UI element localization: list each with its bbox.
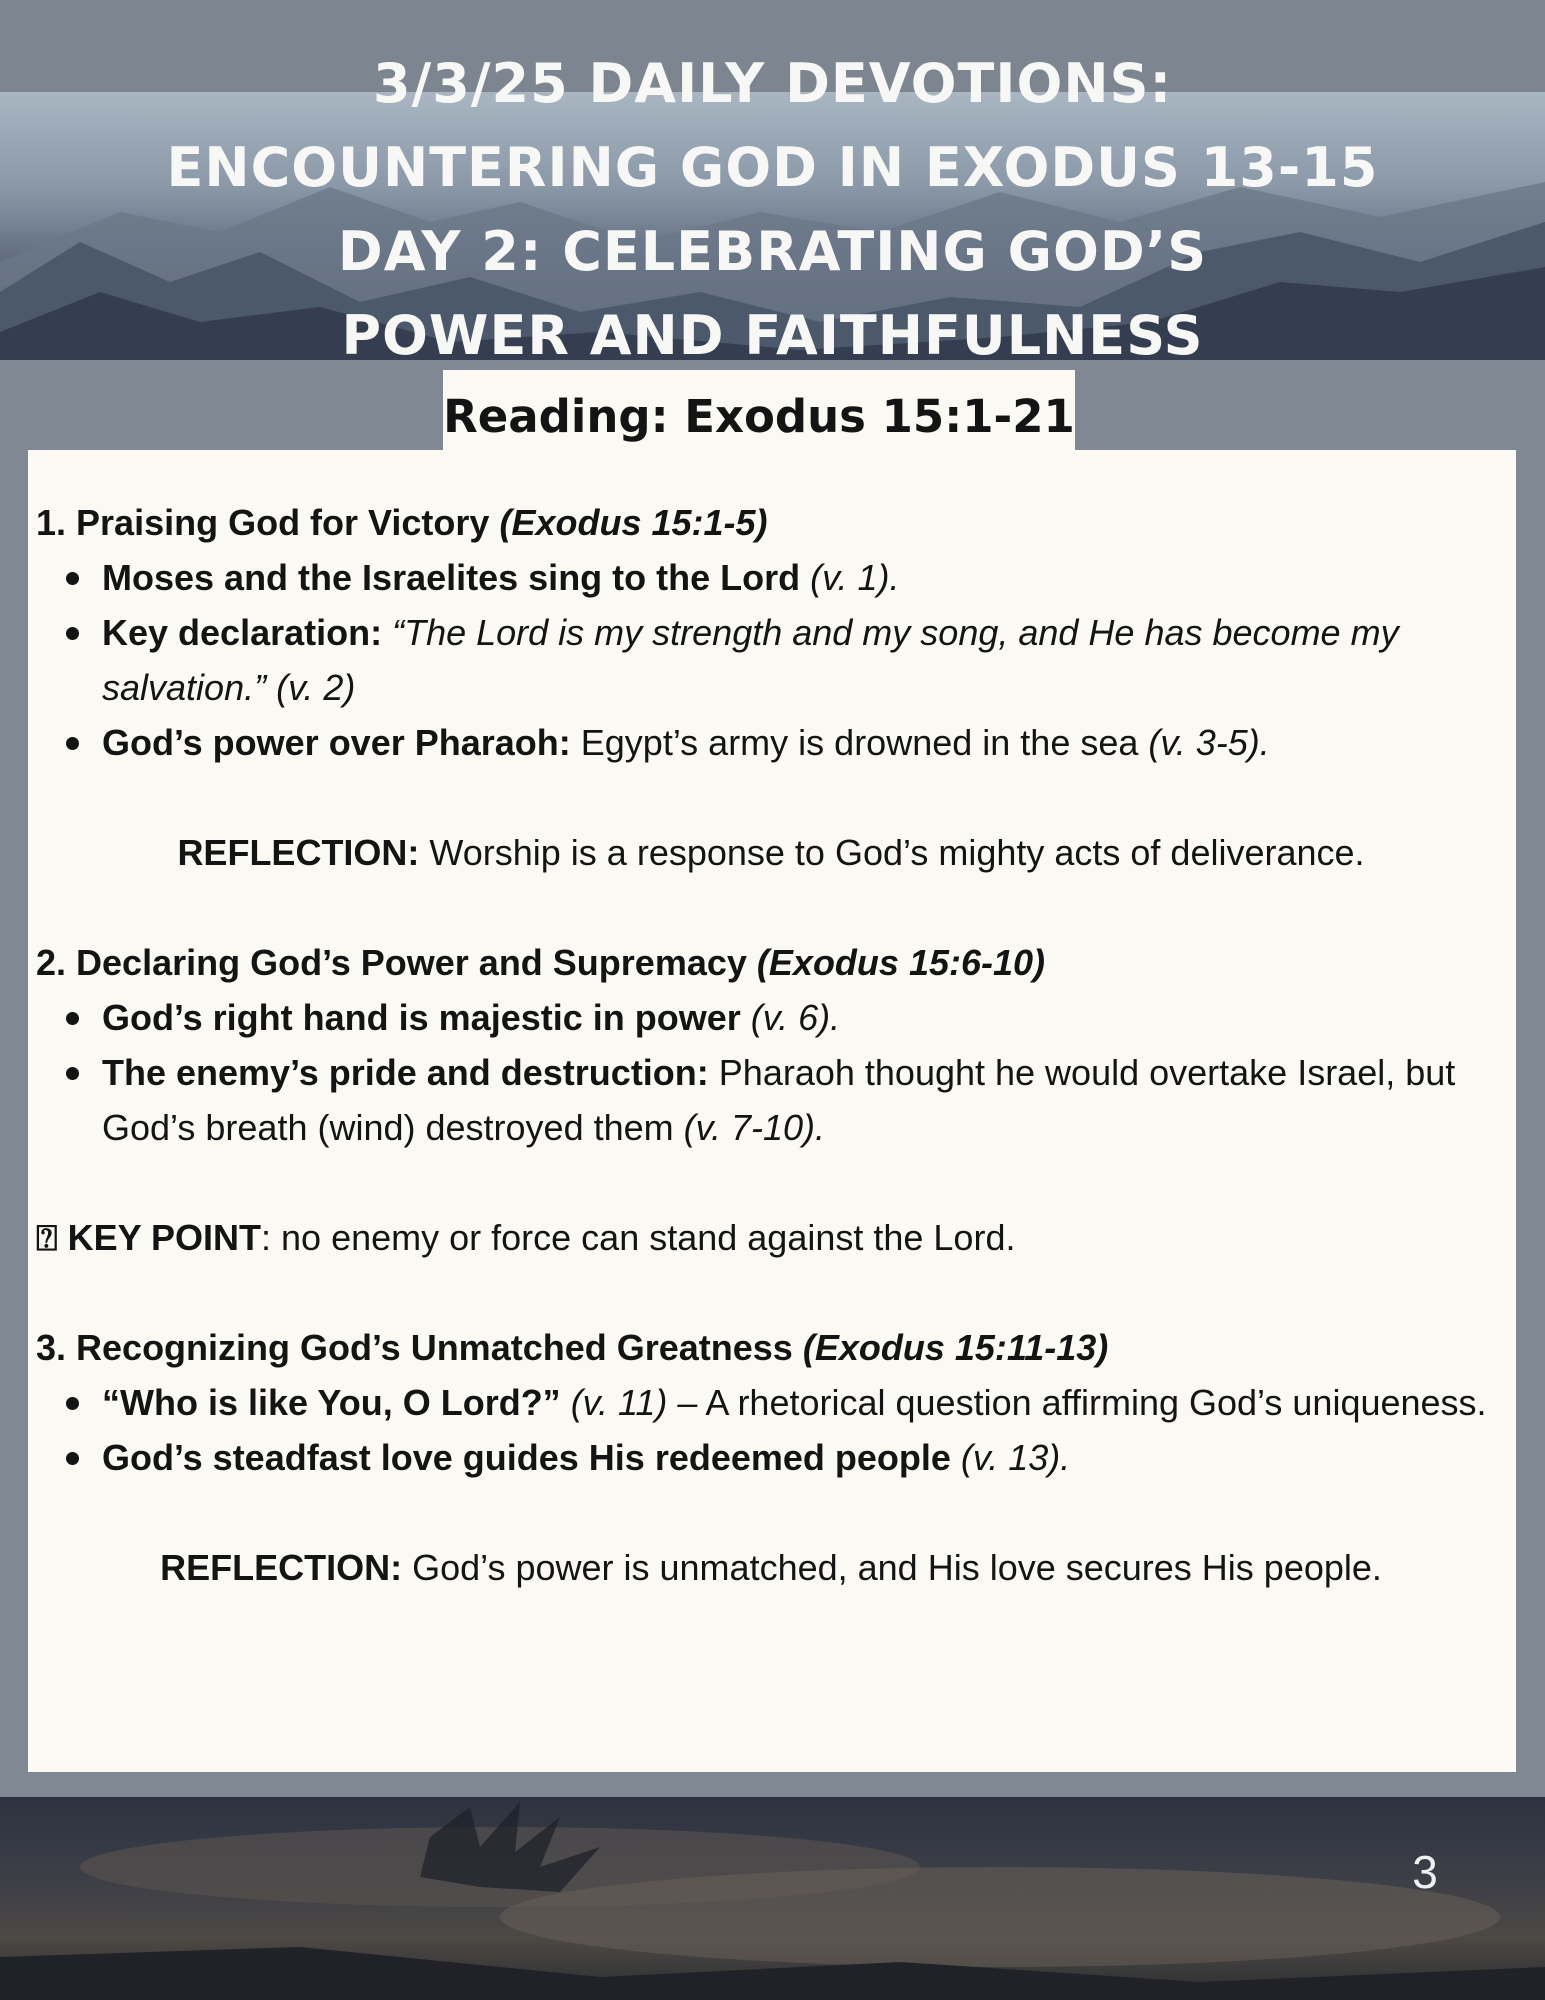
section-heading: 2. Declaring God’s Power and Supremacy (Exodus 15:6-10)	[36, 942, 1046, 983]
title-line: DAY 2: CELEBRATING GOD’S	[337, 220, 1208, 283]
list-item: Key declaration: “The Lord is my strength and my song, and He has become my salvation.” (v. 2)	[102, 605, 1506, 715]
list-item: God’s power over Pharaoh: Egypt’s army is drowned in the sea (v. 3-5).	[102, 715, 1506, 770]
section-heading: 1. Praising God for Victory (Exodus 15:1-5)	[36, 502, 768, 543]
content-panel	[28, 450, 1516, 1772]
reading-label: Reading: Exodus 15:1-21	[443, 390, 1075, 443]
reflection: REFLECTION: Worship is a response to God’s mighty acts of deliverance.	[177, 832, 1365, 873]
devotion-text	[36, 495, 1506, 1595]
reflection: REFLECTION: God’s power is unmatched, and His love secures His people.	[160, 1547, 1382, 1588]
page-title	[0, 42, 1545, 378]
key-point-icon: ⍰	[36, 1217, 58, 1258]
reading-tab	[443, 370, 1075, 452]
title-line: 3/3/25 DAILY DEVOTIONS:	[372, 52, 1173, 115]
footer-photo	[0, 1797, 1545, 2000]
bullet-list	[36, 1375, 1506, 1485]
page-number: 3	[1412, 1846, 1438, 1898]
bullet-list	[36, 990, 1506, 1155]
key-point: ⍰ KEY POINT: no enemy or force can stand against the Lord.	[36, 1217, 1016, 1258]
title-line: POWER AND FAITHFULNESS	[341, 304, 1204, 367]
list-item: “Who is like You, O Lord?” (v. 11) – A rhetorical question affirming God’s uniqueness.	[102, 1375, 1506, 1430]
bullet-list	[36, 550, 1506, 770]
list-item: Moses and the Israelites sing to the Lord (v. 1).	[102, 550, 1506, 605]
list-item: God’s steadfast love guides His redeemed people (v. 13).	[102, 1430, 1506, 1485]
title-line: ENCOUNTERING GOD IN EXODUS 13-15	[166, 136, 1379, 199]
list-item: The enemy’s pride and destruction: Pharaoh thought he would overtake Israel, but God’s breath (wind) destroyed them (v. 7-10).	[102, 1045, 1506, 1155]
section-heading: 3. Recognizing God’s Unmatched Greatness (Exodus 15:11-13)	[36, 1327, 1109, 1368]
list-item: God’s right hand is majestic in power (v. 6).	[102, 990, 1506, 1045]
